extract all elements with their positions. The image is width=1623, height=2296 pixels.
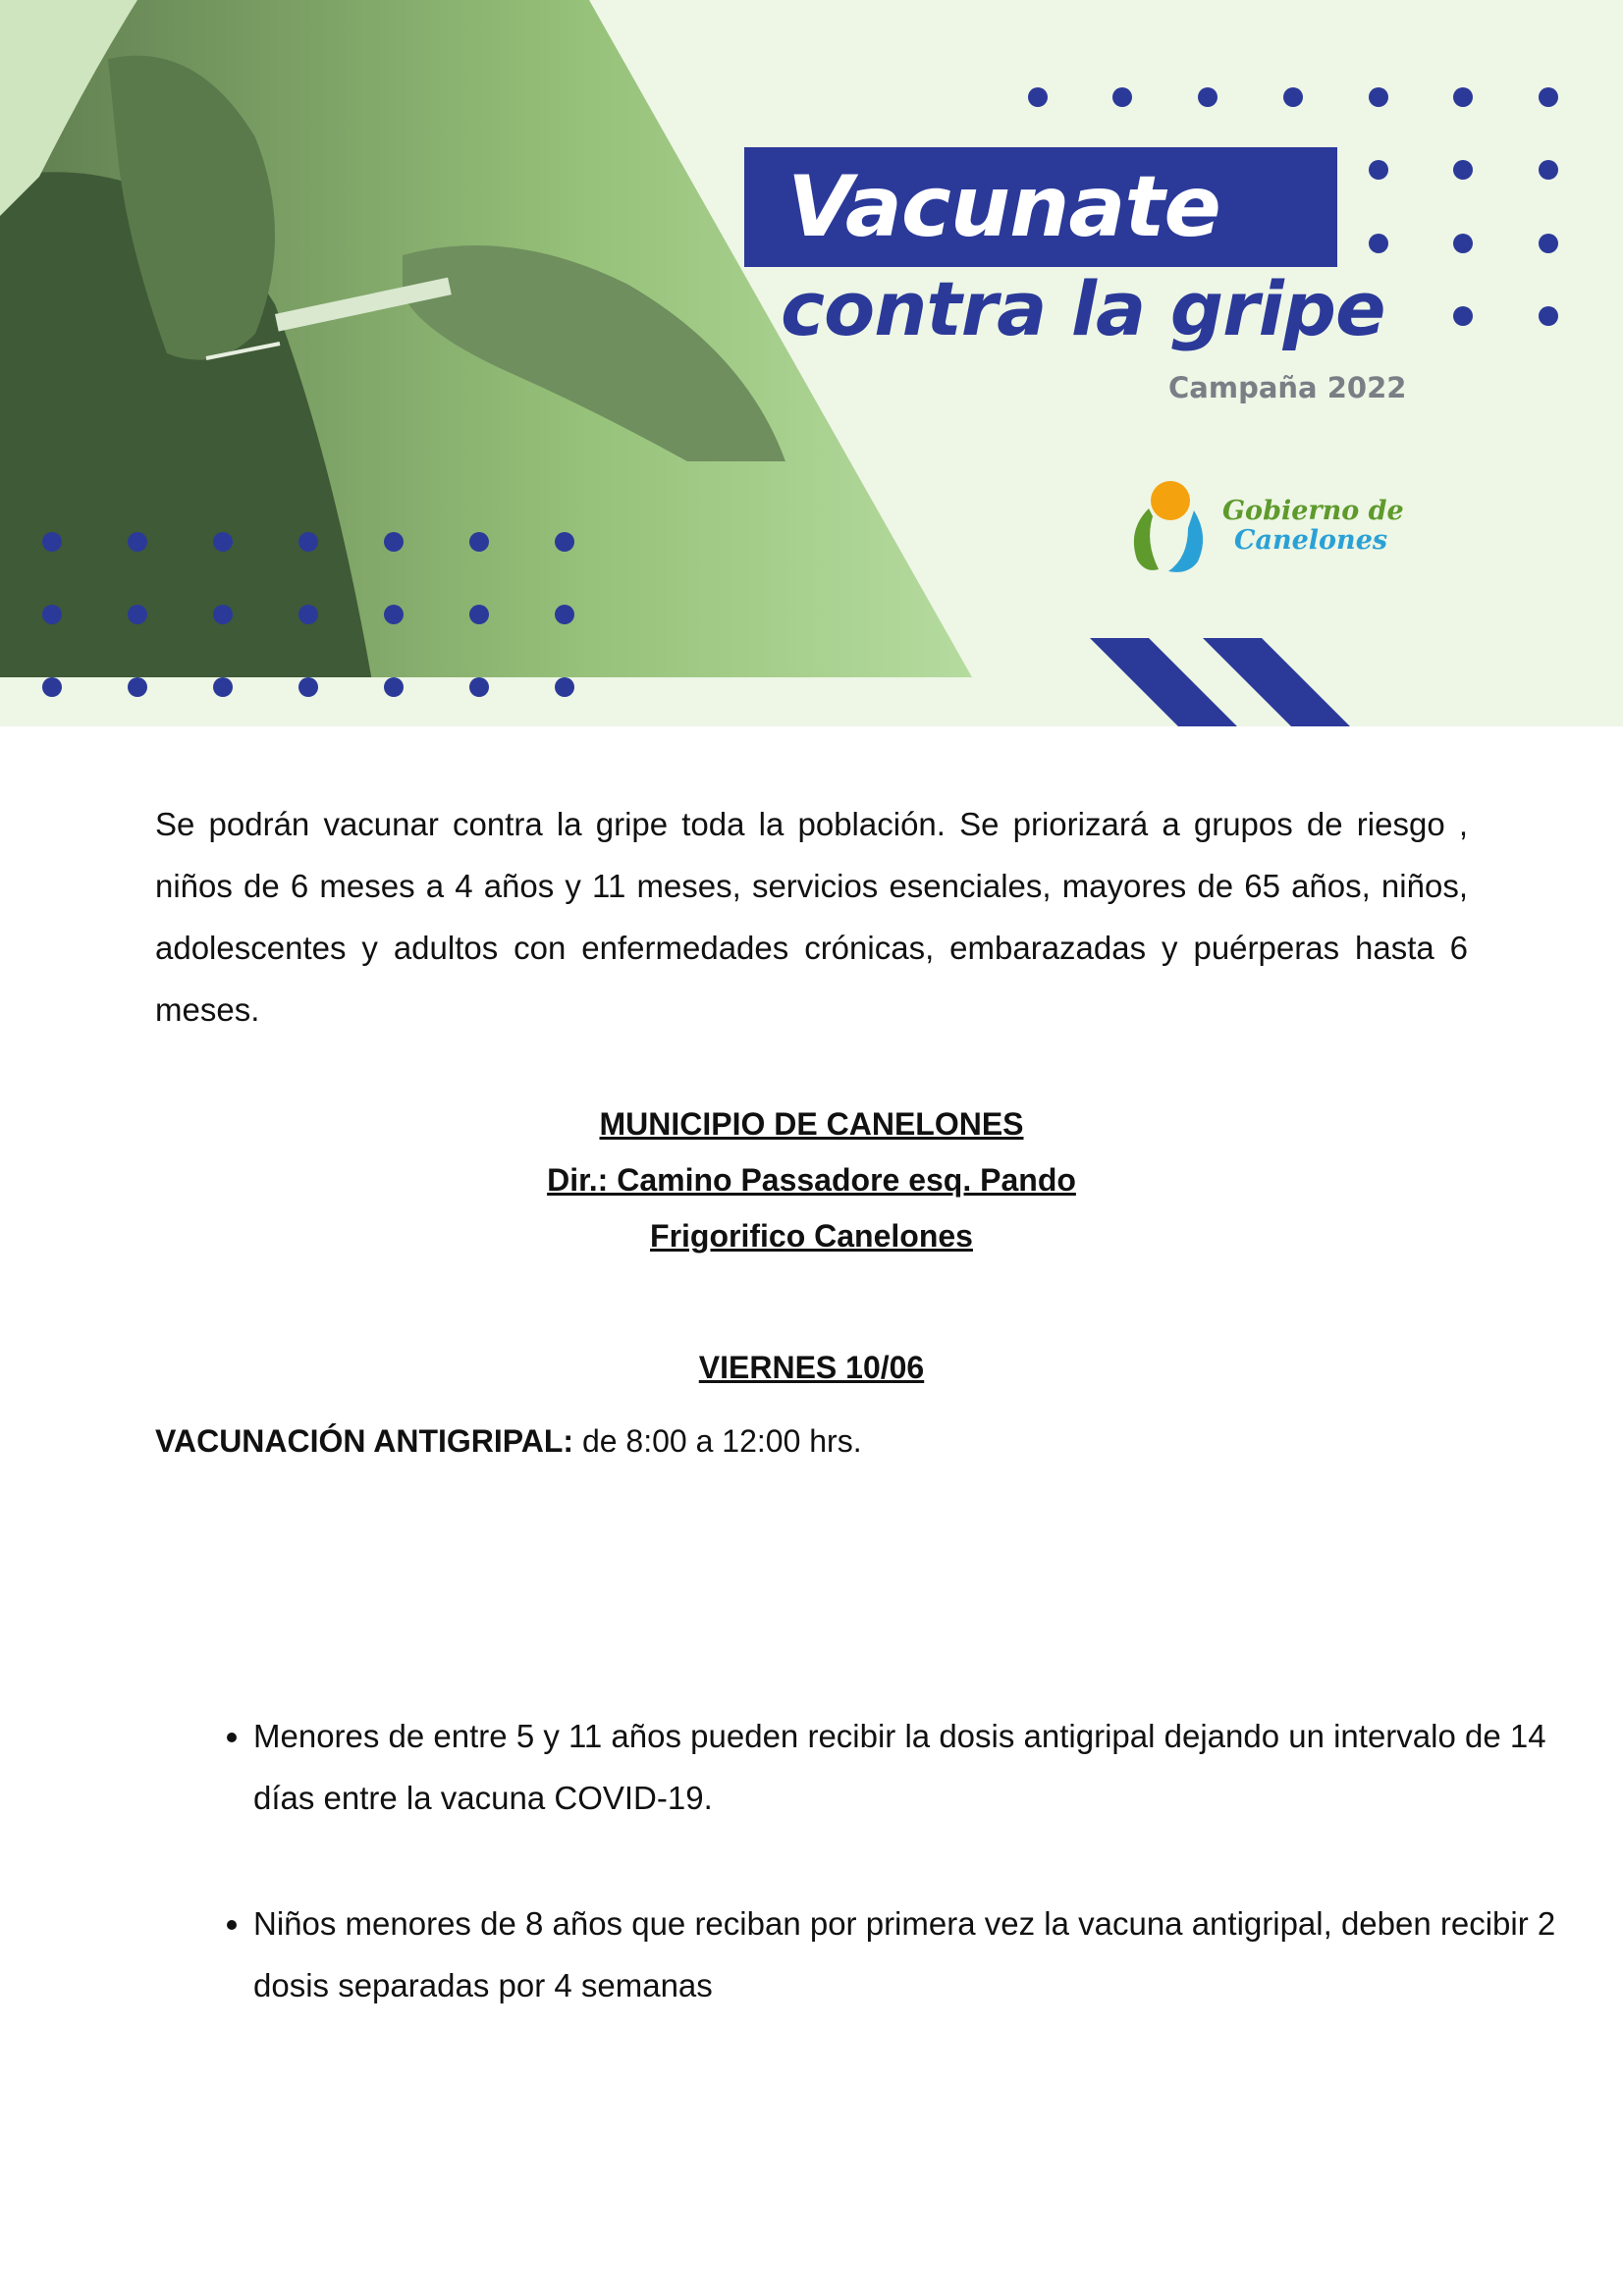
intro-paragraph: Se podrán vacunar contra la gripe toda la población. Se priorizará a grupos de riesgo , niños de 6 meses a 4 años y 11 meses, servicios esenciales, mayores de 65 años, niños, adolescentes y adultos con enfermedades crónicas, embarazadas y puérperas hasta 6 meses. [155, 806, 1468, 1028]
logo-line-1: Gobierno de [1222, 496, 1404, 526]
logo-line-2: Canelones [1234, 525, 1388, 556]
campaign-year: Campaña 2022 [1168, 371, 1407, 404]
notes-list-2 [155, 1893, 1566, 2016]
municipality-heading: MUNICIPIO DE CANELONES [599, 1106, 1024, 1142]
banner-subtitle: contra la gripe [781, 265, 1385, 352]
place-line: Frigorifico Canelones [650, 1218, 973, 1254]
logo-mark-icon [1119, 471, 1217, 579]
campaign-banner [0, 0, 1623, 726]
vaccination-schedule [155, 1423, 862, 1460]
gobierno-canelones-logo [1119, 471, 1414, 579]
notes-list-1 [155, 1705, 1566, 1829]
address-line: Dir.: Camino Passadore esq. Pando [547, 1162, 1076, 1198]
diagonal-stripes [1090, 638, 1384, 726]
date-heading: VIERNES 10/06 [698, 1350, 925, 1385]
list-item: • Menores de entre 5 y 11 años pueden recibir la dosis antigripal dejando un intervalo de 14 días entre la vacuna COVID-19. [253, 1705, 1566, 1829]
vaccination-label: VACUNACIÓN ANTIGRIPAL: [155, 1423, 574, 1459]
vaccination-hours: de 8:00 a 12:00 hrs. [581, 1423, 862, 1459]
decorative-dots [0, 0, 1623, 726]
list-item: • Niños menores de 8 años que reciban por primera vez la vacuna antigripal, deben recibir 2 dosis separadas por 4 semanas [253, 1893, 1566, 2016]
banner-title: Vacunate [744, 147, 1337, 267]
